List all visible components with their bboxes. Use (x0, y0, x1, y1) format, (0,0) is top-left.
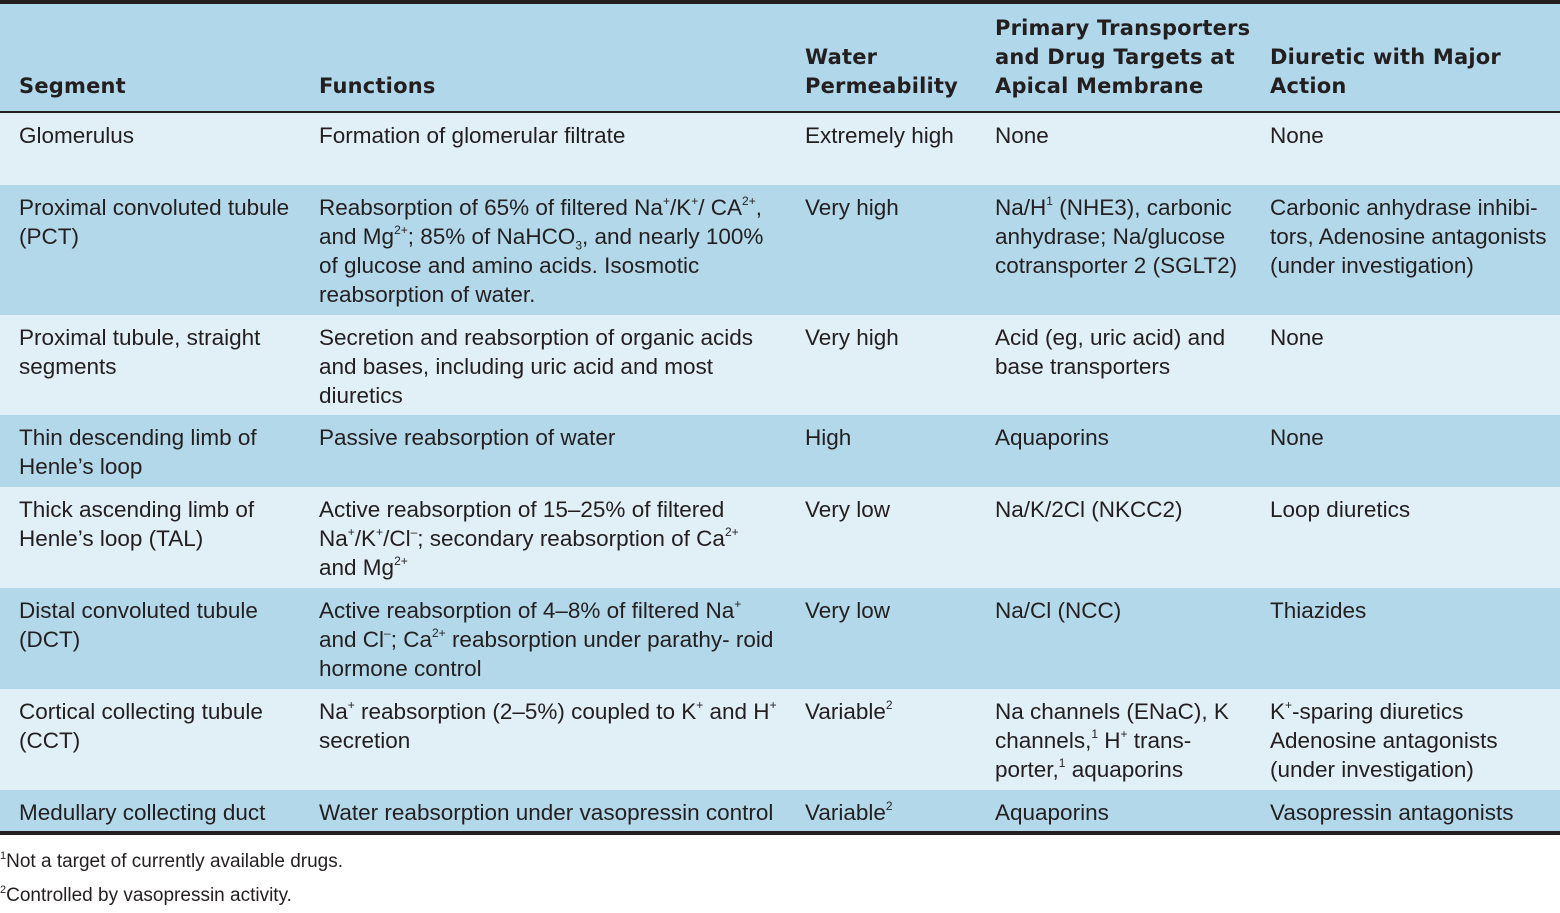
header-segment: Segment (19, 74, 126, 98)
cell-segment: Glomerulus (19, 123, 135, 148)
cell-segment: Thin descending limb of Henle’s loop (19, 425, 257, 479)
cell-diuretic: None (1270, 123, 1324, 148)
cell-diuretic: K+-sparing diuretics Adenosine antagonists (under investigation) (1270, 697, 1498, 782)
cell-segment: Cortical collecting tubule (CCT) (19, 699, 263, 753)
cell-diuretic: Loop diuretics (1270, 497, 1411, 522)
cell-diuretic: Carbonic anhydrase inhibi- tors, Adenosine antagonists (under investigation) (1270, 195, 1547, 278)
header-transporters: Primary Transporters and Drug Targets at Apical Membrane (995, 16, 1251, 98)
cell-water: Very high (805, 325, 899, 350)
cell-water: Variable$^2$ (805, 798, 893, 825)
table-row (0, 487, 1560, 588)
cell-diuretic: Vasopressin antagonists (1270, 800, 1514, 825)
cell-functions: Water reabsorption under vasopressin control (319, 800, 774, 825)
cell-transporters: Na/Cl (NCC) (995, 598, 1122, 623)
cell-water: Very low (805, 497, 891, 522)
cell-transporters: Na channels (ENaC), K channels,$^1$ H+ trans- porter,$^1$ aquaporins (995, 699, 1229, 782)
cell-segment: Medullary collecting duct (19, 800, 266, 825)
cell-functions: Active reabsorption of 15–25% of filtered Na+/K+/Cl–; secondary reabsorption of $Ca^{2+}$ and $Mg^{2+}$ (319, 497, 739, 580)
header-functions: Functions (319, 74, 436, 98)
cell-diuretic: Thiazides (1270, 598, 1367, 623)
table-header (0, 2, 1560, 112)
cell-transporters: Aquaporins (995, 425, 1109, 450)
table-row (0, 112, 1560, 185)
table-row (0, 415, 1560, 487)
cell-transporters: None (995, 123, 1049, 148)
footnotes (0, 845, 343, 913)
table-row (0, 315, 1560, 415)
cell-functions: Secretion and reabsorption of organic acids and bases, including uric acid and most diuretics (319, 325, 754, 408)
cell-segment: Proximal tubule, straight segments (19, 325, 261, 379)
table-row (0, 588, 1560, 689)
cell-water: Very low (805, 598, 891, 623)
cell-functions: Passive reabsorption of water (319, 425, 616, 450)
cell-diuretic: None (1270, 325, 1324, 350)
cell-transporters: Acid (eg, uric acid) and base transporters (995, 325, 1226, 379)
table-row (0, 689, 1560, 790)
cell-water: Very high (805, 195, 899, 220)
cell-transporters: Aquaporins (995, 800, 1109, 825)
cell-transporters: $Na/H^1$ (NHE3), carbonic anhydrase; Na/glucose cotransporter 2 (SGLT2) (995, 193, 1238, 278)
cell-segment: Distal convoluted tubule (DCT) (19, 598, 258, 652)
cell-water: High (805, 425, 852, 450)
footnote: $^2$Controlled by vasopressin activity. (0, 883, 292, 906)
table-row (0, 790, 1560, 833)
cell-diuretic: None (1270, 425, 1324, 450)
cell-functions: Active reabsorption of 4–8% of filtered Na+ and Cl–; $Ca^{2+}$ reabsorption under parathy- roid hormone control (319, 596, 774, 681)
cell-segment: Thick ascending limb of Henle’s loop (TAL) (19, 497, 255, 551)
cell-transporters: Na/K/2Cl (NKCC2) (995, 497, 1183, 522)
header-water-permeability: Water Permeability (805, 45, 959, 98)
cell-functions: Na+ reabsorption (2–5%) coupled to K+ and H+ secretion (319, 697, 777, 753)
cell-functions: Formation of glomerular filtrate (319, 123, 626, 148)
table-row (0, 185, 1560, 315)
cell-water: Extremely high (805, 123, 954, 148)
cell-functions: Reabsorption of 65% of filtered Na+/K+/ $CA^{2+}$, and $Mg^{2+}$; 85% of NaHCO$_3$, and nearly 100% of glucose and amino acids. Isosmotic reabsorption of water. (319, 193, 764, 307)
footnote: $^1$Not a target of currently available drugs. (0, 849, 344, 872)
header-diuretic: Diuretic with Major Action (1270, 45, 1501, 98)
cell-segment: Proximal convoluted tubule (PCT) (19, 195, 290, 249)
cell-water: Variable$^2$ (805, 697, 893, 724)
